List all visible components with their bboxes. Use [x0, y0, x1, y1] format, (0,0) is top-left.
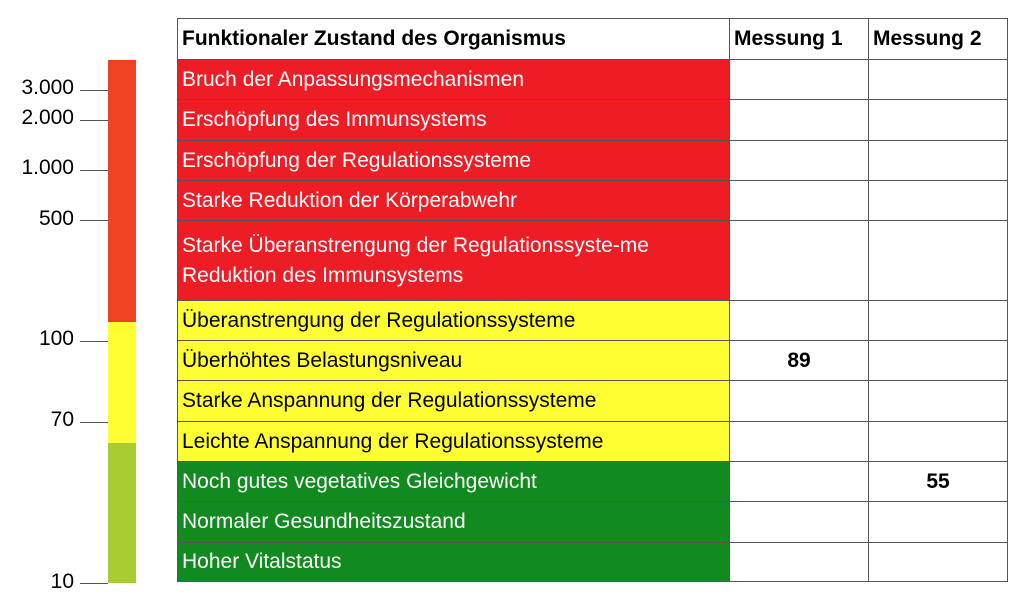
measurement-2-cell: [869, 141, 1008, 181]
measurement-2-cell: [869, 60, 1008, 100]
measurement-2-cell: [869, 221, 1008, 301]
measurement-2-cell: [869, 341, 1008, 381]
measurement-2-cell: [869, 543, 1008, 582]
scale-tick-label: 500: [38, 207, 74, 230]
scale-tick: [80, 120, 108, 121]
measurement-1-cell: [730, 141, 869, 181]
table-row: [178, 422, 1008, 462]
table-header-row: [178, 19, 1008, 60]
table-row: [178, 60, 1008, 100]
table-row: [178, 462, 1008, 502]
header-measurement-2: Messung 2: [869, 19, 1008, 60]
state-cell: Bruch der Anpassungsmechanismen: [178, 60, 730, 100]
scale-tick-label: 2.000: [21, 106, 74, 129]
table-row: [178, 301, 1008, 341]
measurement-2-cell: [869, 100, 1008, 141]
state-cell: Erschöpfung der Regulationssysteme: [178, 141, 730, 181]
measurement-1-cell: [730, 100, 869, 141]
state-cell: Leichte Anspannung der Regulationssysteme: [178, 422, 730, 462]
scale-bar-yellow: [108, 322, 136, 443]
state-cell: Starke Reduktion der Körperabwehr: [178, 181, 730, 221]
measurement-2-cell: [869, 502, 1008, 543]
scale-tick: [80, 341, 108, 342]
state-cell: [178, 221, 730, 301]
scale-tick-label: 10: [50, 570, 74, 593]
measurement-1-cell: [730, 543, 869, 582]
measurement-1-cell: [730, 381, 869, 422]
table-row: [178, 341, 1008, 381]
measurement-2-cell: 55: [869, 462, 1008, 502]
measurement-2-cell: [869, 181, 1008, 221]
scale-bar-red: [108, 60, 136, 322]
scale-bar-green: [108, 443, 136, 583]
table-row: [178, 100, 1008, 141]
table-row: [178, 543, 1008, 582]
scale-tick-label: 1.000: [21, 156, 74, 179]
state-line: Starke Überanstrengung der Regulationssyste-me: [182, 233, 649, 257]
measurement-1-cell: [730, 462, 869, 502]
measurement-1-cell: [730, 60, 869, 100]
state-cell: Überanstrengung der Regulationssysteme: [178, 301, 730, 341]
state-cell: Normaler Gesundheitszustand: [178, 502, 730, 543]
scale-tick-label: 70: [50, 408, 74, 431]
state-cell: Starke Anspannung der Regulationssysteme: [178, 381, 730, 422]
measurement-2-cell: [869, 422, 1008, 462]
scale-tick: [80, 583, 108, 584]
state-table: [177, 18, 1008, 582]
measurement-1-cell: [730, 422, 869, 462]
table-row: [178, 502, 1008, 543]
scale-tick: [80, 220, 108, 221]
scale-tick-label: 3.000: [21, 76, 74, 99]
measurement-1-cell: [730, 301, 869, 341]
measurement-1-cell: [730, 502, 869, 543]
state-cell: Noch gutes vegetatives Gleichgewicht: [178, 462, 730, 502]
table-row: [178, 381, 1008, 422]
state-line: Reduktion des Immunsystems: [182, 263, 464, 287]
table-row: [178, 141, 1008, 181]
table-row: [178, 181, 1008, 221]
scale-tick: [80, 90, 108, 91]
measurement-1-cell: 89: [730, 341, 869, 381]
state-cell: Erschöpfung des Immunsystems: [178, 100, 730, 141]
state-cell: Überhöhtes Belastungsniveau: [178, 341, 730, 381]
measurement-1-cell: [730, 221, 869, 301]
scale-tick: [80, 422, 108, 423]
header-state: Funktionaler Zustand des Organismus: [178, 19, 730, 60]
scale-tick: [80, 170, 108, 171]
scale-tick-label: 100: [38, 327, 74, 350]
header-measurement-1: Messung 1: [730, 19, 869, 60]
measurement-2-cell: [869, 381, 1008, 422]
measurement-2-cell: [869, 301, 1008, 341]
table-row: [178, 221, 1008, 301]
state-cell: Hoher Vitalstatus: [178, 543, 730, 582]
measurement-1-cell: [730, 181, 869, 221]
